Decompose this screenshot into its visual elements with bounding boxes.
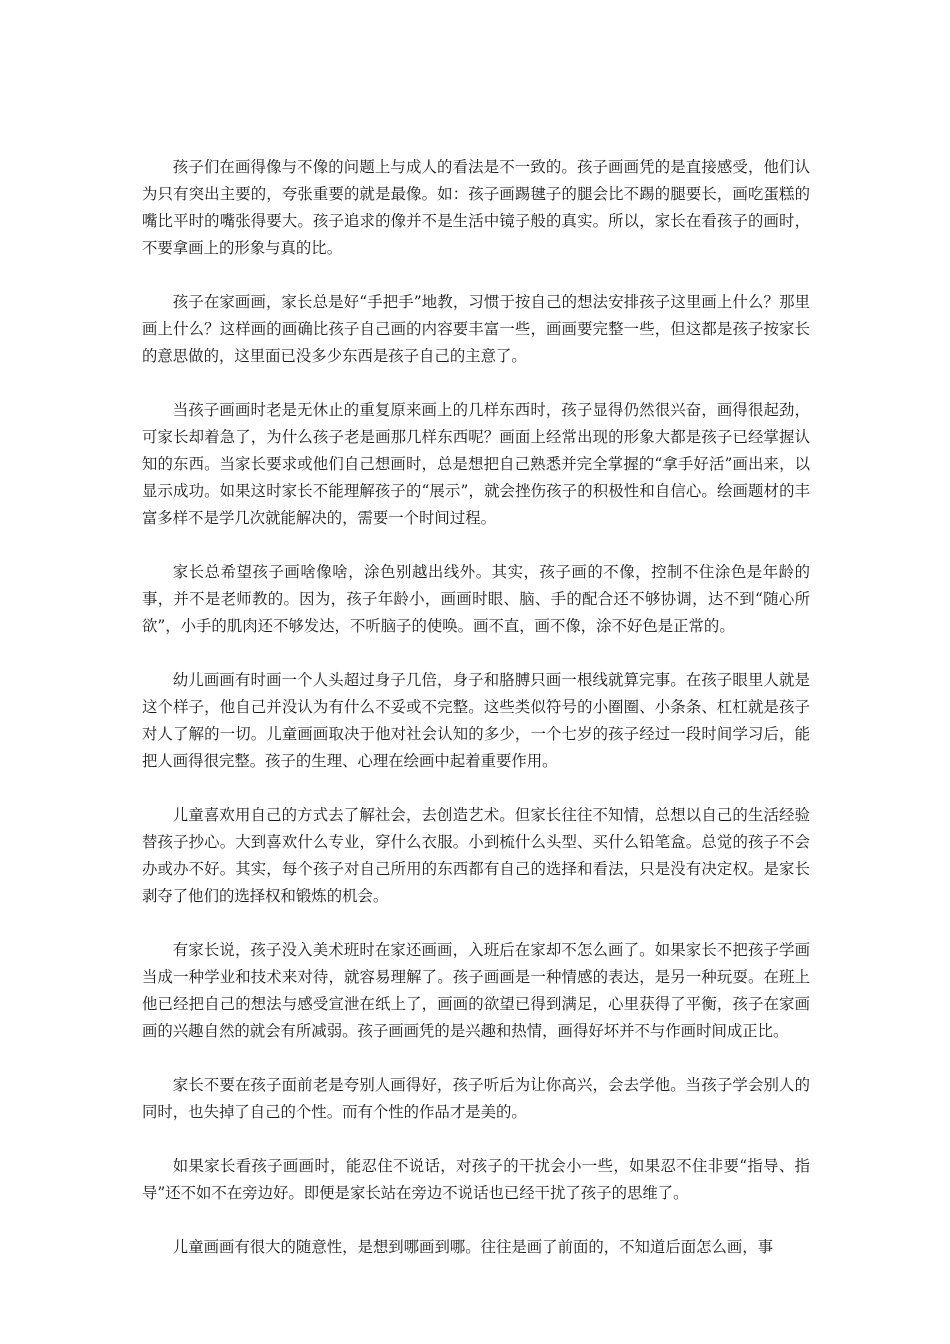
paragraph-1: 孩子们在画得像与不像的问题上与成人的看法是不一致的。孩子画画凭的是直接感受，他们认为只有突出主要的，夸张重要的就是最像。如：孩子画踢毽子的腿会比不踢的腿要长，画吃蛋糕的嘴比平时的嘴张得要大。孩子追求的像并不是生活中镜子般的真实。所以，家长在看孩子的画时，不要拿画上的形象与真的比。	[142, 158, 810, 257]
paragraph-4: 家长总希望孩子画啥像啥，涂色别越出线外。其实，孩子画的不像，控制不住涂色是年龄的事，并不是老师教的。因为，孩子年龄小，画画时眼、脑、手的配合还不够协调，达不到“随心所欲”，小手的肌肉还不够发达，不听脑子的使唤。画不直，画不像，涂不好色是正常的。	[142, 563, 810, 635]
paragraph-7: 有家长说，孩子没入美术班时在家还画画，入班后在家却不怎么画了。如果家长不把孩子学画当成一种学业和技术来对待，就容易理解了。孩子画画是一种情感的表达，是另一种玩耍。在班上他已经把自己的想法与感受宣泄在纸上了，画画的欲望已得到满足，心里获得了平衡，孩子在家画画的兴趣自然的就会有所减弱。孩子画画凭的是兴趣和热情，画得好坏并不与作画时间成正比。	[142, 941, 810, 1040]
paragraph-9: 如果家长看孩子画画时，能忍住不说话，对孩子的干扰会小一些，如果忍不住非要“指导、指导”还不如不在旁边好。即便是家长站在旁边不说话也已经干扰了孩子的思维了。	[142, 1157, 810, 1202]
paragraph-3: 当孩子画画时老是无休止的重复原来画上的几样东西时，孩子显得仍然很兴奋，画得很起劲，可家长却着急了，为什么孩子老是画那几样东西呢？画面上经常出现的形象大都是孩子已经掌握认知的东西。当家长要求或他们自己想画时，总是想把自己熟悉并完全掌握的“拿手好活”画出来，以显示成功。如果这时家长不能理解孩子的“展示”，就会挫伤孩子的积极性和自信心。绘画题材的丰富多样不是学几次就能解决的，需要一个时间过程。	[142, 401, 810, 527]
paragraph-5: 幼儿画画有时画一个人头超过身子几倍，身子和胳膊只画一根线就算完事。在孩子眼里人就是这个样子，他自己并没认为有什么不妥或不完整。这些类似符号的小圈圈、小条条、杠杠就是孩子对人了解的一切。儿童画画取决于他对社会认知的多少，一个七岁的孩子经过一段时间学习后，能把人画得很完整。孩子的生理、心理在绘画中起着重要作用。	[142, 671, 810, 770]
paragraph-8: 家长不要在孩子面前老是夸别人画得好，孩子听后为让你高兴，会去学他。当孩子学会别人的同时，也失掉了自己的个性。而有个性的作品才是美的。	[142, 1076, 810, 1121]
paragraph-10: 儿童画画有很大的随意性，是想到哪画到哪。往往是画了前面的，不知道后面怎么画，事	[172, 1238, 774, 1256]
document-body	[142, 154, 810, 1288]
paragraph-6: 儿童喜欢用自己的方式去了解社会，去创造艺术。但家长往往不知情，总想以自己的生活经验替孩子抄心。大到喜欢什么专业，穿什么衣服。小到梳什么头型、买什么铅笔盒。总觉的孩子不会办或办不好。其实，每个孩子对自己所用的东西都有自己的选择和看法，只是没有决定权。是家长剥夺了他们的选择权和锻炼的机会。	[142, 806, 810, 905]
paragraph-2: 孩子在家画画，家长总是好“手把手”地教，习惯于按自己的想法安排孩子这里画上什么？那里画上什么？这样画的画确比孩子自己画的内容要丰富一些，画画要完整一些，但这都是孩子按家长的意思做的，这里面已没多少东西是孩子自己的主意了。	[142, 293, 810, 365]
